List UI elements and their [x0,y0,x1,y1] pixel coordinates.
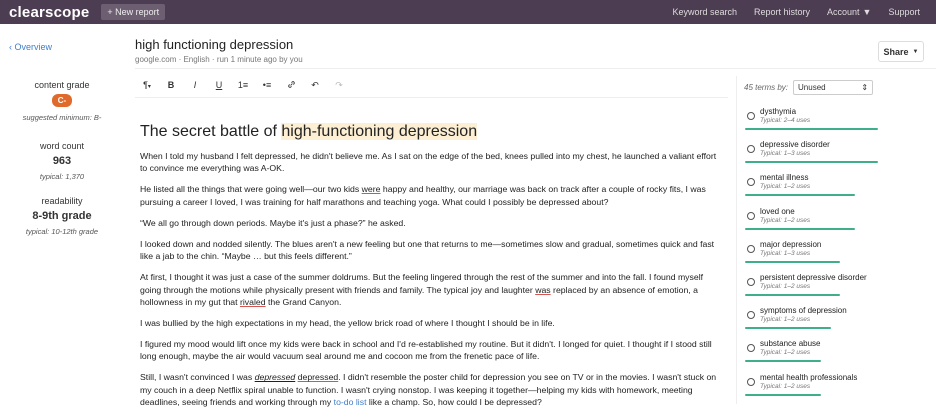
term-name: substance abuse [760,339,821,349]
term-name: dysthymia [760,107,797,116]
chevron-left-icon: ‹ [9,42,15,52]
chevron-down-icon: ▼ [862,7,872,17]
link-button[interactable] [279,80,303,91]
term-typical-uses: Typical: 1–3 uses [760,150,811,158]
report-history-link[interactable]: Report history [753,7,811,17]
account-menu[interactable] [827,7,871,17]
term-item[interactable] [745,204,935,234]
word-count-stat [0,141,124,181]
bold-button[interactable]: B [167,80,175,90]
paragraph-2 [140,183,725,208]
term-progress-bar [745,360,821,362]
editor-content[interactable] [140,123,725,417]
spelling-flag[interactable]: was [535,284,551,295]
spelling-flag[interactable]: depressed [297,372,339,383]
term-radio-icon[interactable] [747,378,755,386]
todo-link[interactable]: to-do list [333,397,367,408]
readability-stat [0,196,124,236]
p8-text-c: . I didn't resemble the poster child for depression you see on TV or in the movies. I wasn't stuck on my couch in a deep Netflix spiral unable to function. I wasn't crying nonstop. I was keeping it together—helping my kids with homework, meeting deadlines, seeing friends and working through my [140,372,717,408]
term-typical-uses: Typical: 1–2 uses [760,283,811,290]
term-name: persistent depressive disorder [760,273,867,282]
article-heading [140,123,725,141]
word-count-label: word count [39,141,85,151]
paragraph-icon: ¶ [143,80,148,90]
term-name: mental health professionals [760,372,858,382]
term-progress-bar [745,261,840,263]
term-item[interactable] [745,104,935,134]
p8-italic: depressed [254,372,296,383]
italic-button[interactable]: I [193,80,197,90]
term-name: loved one [760,206,795,216]
terms-header [744,80,873,95]
terms-filter-select[interactable] [793,80,873,95]
term-progress-bar [745,161,878,163]
term-item[interactable] [745,303,935,333]
content-grade-stat [0,80,124,122]
term-radio-icon[interactable] [747,145,755,153]
paragraph-format-button[interactable]: ¶▾ [143,80,151,90]
overview-link[interactable] [9,42,52,52]
select-arrows-icon: ⇕ [861,83,869,92]
p5-text-c: the Grand Canyon. [265,297,342,308]
keyword-search-link[interactable]: Keyword search [672,7,737,17]
app-logo[interactable]: clearscope [9,3,90,21]
term-progress-bar [745,194,855,196]
paragraph-3: “We all go through down periods. Maybe it's just a phase?” he asked. [140,217,406,228]
paragraph-5 [140,271,725,308]
share-label: Share [883,46,909,57]
readability-typical: typical: 10-12th grade [25,227,99,236]
terms-panel [736,76,936,404]
term-radio-icon[interactable] [747,311,755,319]
word-count-value: 963 [52,155,72,167]
term-name: depressive disorder [760,140,830,150]
term-typical-uses: Typical: 1–2 uses [760,316,811,324]
term-radio-icon[interactable] [747,344,755,352]
term-typical-uses: Typical: 1–2 uses [760,349,811,357]
p5-text-a: At first, I thought it was just a case of the summer doldrums. But the feeling lingered through the rest of the summer and into the fall. I found myself going through the motions while physically present with friends and family. The typical joy and laughter [140,272,704,295]
spelling-flag[interactable]: were [361,184,381,195]
readability-label: readability [41,196,83,206]
toolbar-divider [135,97,728,98]
term-item[interactable] [745,237,935,267]
spelling-flag[interactable]: rivaled [239,297,266,308]
term-typical-uses: Typical: 1–2 uses [760,216,811,224]
term-radio-icon[interactable] [747,245,755,253]
p8-text-d: like a champ. So, how could I be depressed? [366,397,542,408]
header-divider [135,68,936,69]
new-report-button[interactable]: + New report [101,4,165,20]
term-name: mental illness [760,173,809,183]
heading-text: The secret battle of [140,123,282,140]
term-item[interactable] [745,137,935,167]
content-grade-label: content grade [34,80,90,90]
term-progress-bar [745,294,840,296]
term-item[interactable] [745,370,935,400]
p5-text-b: replaced by an absence of emotion, a hollowness in my gut that [140,284,698,308]
word-count-typical: typical: 1,370 [39,172,85,181]
term-name: major depression [760,239,822,249]
underline-button[interactable]: U [215,80,223,90]
editor-toolbar [135,77,351,93]
paragraph-4: I looked down and nodded silently. The blues aren't a new feeling but one that returns to me—sometimes slow and gradual, sometimes quick and fast like a jab to the chin. “Maybe … but this feels different.” [140,238,715,262]
term-typical-uses: Typical: 1–2 uses [760,183,811,191]
term-typical-uses: Typical: 1–3 uses [760,249,811,257]
p2-text-a: He listed all the things that were going well—our two kids [140,184,362,195]
account-label: Account [827,7,860,17]
bullet-list-button[interactable]: •≡ [262,80,272,90]
top-nav-bar [0,0,936,24]
term-name: symptoms of depression [760,306,847,316]
paragraph-1: When I told my husband I felt depressed, he didn't believe me. As I sat on the edge of the bed, knees pulled into my chest, he launched a valiant effort to convince me everything was A-OK. [140,151,717,174]
terms-count: 45 terms by: [744,83,789,92]
term-radio-icon[interactable] [747,278,755,286]
term-typical-uses: Typical: 2–4 uses [760,117,811,124]
paragraph-7: I figured my mood would lift once my kids were back in school and I'd re-established my routine. But it didn't. I longed for quiet. I thought if I stood still long enough, maybe the air would vacuum seal around me and cocoon me from the frenetic pace of life. [140,339,712,362]
paragraph-6: I was bullied by the high expectations in my head, the yellow brick road of where I thought I should be in life. [140,318,555,329]
heading-highlight: high-functioning depression [281,123,478,140]
content-grade-badge: C- [52,94,72,107]
ordered-list-button[interactable]: 1≡ [237,80,249,90]
support-link[interactable]: Support [888,7,920,17]
p8-text-a: Still, I wasn't convinced I was [140,372,255,383]
p2-text-b: happy and healthy, our marriage was back on track after a couple of rocky fits, I was pursuing a career I loved, I was training for half marathons and teaching yoga. What could I possibly be depressed about? [140,184,706,207]
term-radio-icon[interactable] [747,112,755,120]
top-nav-links [672,7,936,17]
report-title: high functioning depression [135,37,294,52]
term-item[interactable] [745,270,935,300]
term-progress-bar [745,228,855,230]
term-progress-bar [745,128,878,130]
overview-label: Overview [14,42,53,52]
term-progress-bar [745,394,821,396]
share-button[interactable] [878,41,924,62]
paragraph-8 [140,371,725,408]
term-radio-icon[interactable] [747,178,755,186]
left-sidebar [0,24,124,404]
term-item[interactable] [745,336,935,366]
term-typical-uses: Typical: 1–2 uses [760,382,811,390]
redo-button[interactable]: ↷ [335,79,343,90]
readability-value: 8-9th grade [32,210,92,222]
term-item[interactable] [745,170,935,200]
term-progress-bar [745,327,831,329]
filter-value: Unused [798,83,826,92]
chevron-down-icon: ▼ [912,48,919,55]
undo-button[interactable]: ↶ [311,79,319,90]
report-meta: google.com · English · run 1 minute ago by you [135,55,303,64]
term-radio-icon[interactable] [747,212,755,220]
suggested-minimum: suggested minimum: B- [22,113,102,122]
link-icon [287,80,296,89]
